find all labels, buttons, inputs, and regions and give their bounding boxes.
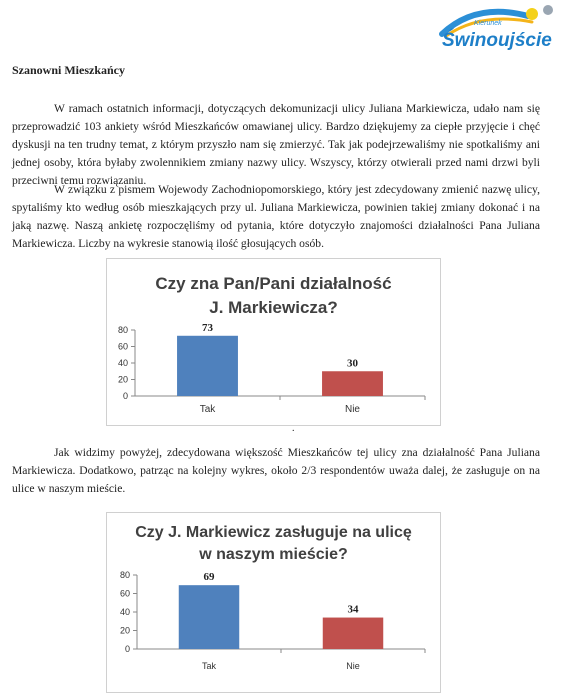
chart-title-line-1: Czy J. Markiewicz zasługuje na ulicę — [135, 524, 412, 541]
data-label: 73 — [202, 321, 213, 334]
logo-small-text: Kierunek — [474, 20, 502, 27]
data-label: 69 — [203, 571, 215, 584]
y-tick-label: 0 — [122, 391, 128, 401]
chart-title-line-1: Czy zna Pan/Pani działalność — [155, 274, 392, 293]
paragraph-3: Jak widzimy powyżej, zdecydowana większość Mieszkańców tej ulicy zna działalność Pana Juliana Markiewicza. Dodatkowo, patrząc na kolejny wykres, około 2/3 respondentów uważa dalej, że zasługuje on na ulice w naszym mieście. — [12, 446, 540, 495]
greeting-heading: Szanowni Mieszkańcy — [12, 63, 126, 77]
y-tick-label: 40 — [119, 607, 130, 617]
chart-title-line-2: J. Markiewicza? — [209, 298, 338, 317]
y-tick-label: 60 — [119, 588, 130, 599]
y-tick-label: 60 — [117, 341, 128, 352]
chart-deserves-street — [106, 512, 441, 693]
x-category-label: Tak — [201, 661, 217, 671]
chart-knowledge — [106, 258, 441, 426]
kierunek-swinoujscie-logo — [436, 0, 566, 52]
separator-dot: . — [292, 423, 295, 434]
bar-tak — [177, 336, 238, 396]
y-tick-label: 20 — [117, 374, 128, 385]
bar-nie — [322, 371, 383, 396]
chart-title-line-2: w naszym mieście? — [199, 546, 348, 563]
chart-knowledge-svg — [107, 259, 440, 425]
x-category-label: Tak — [199, 404, 216, 415]
y-tick-label: 20 — [119, 625, 130, 636]
paragraph-2: W związku z pismem Wojewody Zachodniopomorskiego, który jest zdecydowany zmienić nazwę ulicy, spytaliśmy kto według osób mieszkających przy ul. Juliana Markiewicza, powinien takiej zmiany dokonać i na jaką nazwę. Naszą ankietę rozpoczęliśmy od pytania, które dotyczyło znajomości działalności Pana Juliana Markiewicza. Liczby na wykresie stanowią ilość głosujących osób. — [12, 183, 540, 250]
bar-nie — [323, 618, 383, 649]
x-category-label: Nie — [346, 661, 360, 671]
y-tick-label: 40 — [117, 358, 128, 368]
logo-big-text: Świnoujście — [442, 30, 552, 51]
data-label: 30 — [347, 357, 358, 370]
x-category-label: Nie — [344, 404, 361, 415]
paragraph-1: W ramach ostatnich informacji, dotyczących dekomunizacji ulicy Juliana Markiewicza, udało nam się przeprowadzić 103 ankiety wśród Mieszkańców omawianej ulicy. Bardzo dziękujemy za ciepłe przyjęcie i chęć dyskusji na ten trudny temat, z którym przyszło nam się zmierzyć. Tak jak podejrzewaliśmy nie spotkaliśmy ani jednej osoby, która byłaby zwolennikiem zmiany nazwy ulicy. Wszyscy, którzy otwierali przed nami drzwi byli przeciwni temu rozwiązaniu. — [12, 102, 540, 187]
bar-tak — [179, 585, 239, 649]
chart-deserves-street-svg — [107, 513, 440, 692]
y-tick-label: 0 — [124, 644, 130, 654]
y-tick-label: 80 — [117, 325, 128, 335]
y-tick-label: 80 — [119, 570, 130, 580]
data-label: 34 — [347, 603, 359, 616]
